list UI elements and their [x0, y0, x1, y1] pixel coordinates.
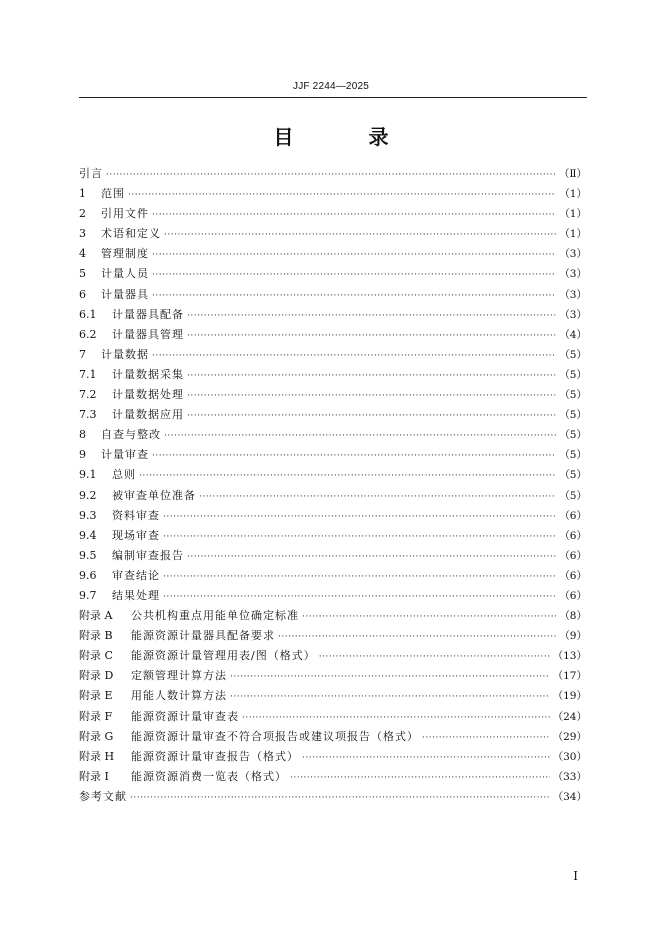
toc-entry-label: 术语和定义: [101, 227, 161, 241]
toc-entry-page: （6）: [559, 509, 587, 522]
toc-entry[interactable]: [79, 686, 587, 706]
toc-entry-number: 9.7: [79, 588, 97, 602]
dot-leader: [152, 286, 556, 306]
toc-entry-number: 7: [79, 347, 86, 361]
toc-entry-number: 9.4: [79, 528, 97, 542]
toc-entry-page: （17）: [552, 670, 587, 683]
dot-leader: [422, 728, 550, 748]
dot-leader: [187, 326, 556, 346]
toc-entry-page: （6）: [559, 529, 587, 542]
toc-entry-page: （3）: [559, 308, 587, 321]
toc-entry-number: 9: [79, 448, 86, 462]
toc-entry-label: 能源资源消费一览表（格式）: [131, 769, 287, 783]
toc-entry[interactable]: [79, 626, 587, 646]
toc-entry[interactable]: [79, 506, 587, 526]
toc-entry-page: （24）: [552, 710, 587, 723]
toc-entry[interactable]: [79, 425, 587, 445]
toc-entry-label: 自查与整改: [101, 428, 161, 442]
dot-leader: [302, 607, 556, 627]
dot-leader: [163, 527, 556, 547]
toc-entry-number: 附录 E: [79, 689, 113, 703]
toc-entry-label: 能源资源计量审查不符合项报告或建议项报告（格式）: [131, 729, 419, 743]
dot-leader: [152, 265, 556, 285]
toc-entry-page: （5）: [559, 389, 587, 402]
dot-leader: [187, 306, 556, 326]
toc-entry-label: 引言: [79, 167, 103, 180]
dot-leader: [139, 466, 556, 486]
toc-entry-label: 计量人员: [101, 267, 149, 281]
dot-leader: [187, 547, 556, 567]
toc-entry-label: 管理制度: [101, 247, 149, 261]
toc-entry-number: 6.1: [79, 307, 97, 321]
dot-leader: [187, 386, 556, 406]
toc-entry[interactable]: [79, 224, 587, 244]
toc-entry-number: 附录 A: [79, 609, 113, 623]
toc-entry-label: 公共机构重点用能单位确定标准: [131, 609, 299, 623]
toc-entry[interactable]: [79, 405, 587, 425]
dot-leader: [302, 748, 550, 768]
toc-entry-label: 能源资源计量器具配备要求: [131, 629, 275, 643]
toc-entry-number: 1: [79, 187, 86, 201]
toc-entry-number: 4: [79, 247, 86, 261]
toc-entry[interactable]: [79, 305, 587, 325]
toc-entry-page: （1）: [559, 188, 587, 201]
toc-entry[interactable]: [79, 666, 587, 686]
toc-entry-number: 7.2: [79, 388, 97, 402]
toc-entry-number: 6: [79, 287, 86, 301]
toc-entry-page: （6）: [559, 569, 587, 582]
dot-leader: [242, 708, 550, 728]
toc-entry-label: 计量数据处理: [112, 388, 184, 402]
table-of-contents: [79, 164, 587, 807]
toc-entry-number: 9.3: [79, 508, 97, 522]
toc-entry[interactable]: [79, 345, 587, 365]
toc-entry-page: （3）: [559, 268, 587, 281]
dot-leader: [152, 446, 556, 466]
toc-entry-page: （1）: [559, 208, 587, 221]
toc-entry[interactable]: [79, 264, 587, 284]
dot-leader: [130, 788, 550, 808]
dot-leader: [152, 346, 556, 366]
toc-entry-page: （5）: [559, 449, 587, 462]
toc-entry-page: （19）: [552, 690, 587, 703]
toc-entry-label: 结果处理: [112, 588, 160, 602]
toc-entry-label: 审查结论: [112, 568, 160, 582]
toc-entry-number: 9.6: [79, 568, 97, 582]
dot-leader: [152, 205, 556, 225]
toc-entry-label: 计量审查: [101, 448, 149, 462]
toc-entry[interactable]: [79, 526, 587, 546]
toc-entry-number: 9.2: [79, 488, 97, 502]
toc-entry-label: 范围: [101, 187, 125, 201]
toc-entry[interactable]: [79, 365, 587, 385]
toc-entry-number: 9.1: [79, 468, 97, 482]
toc-entry-label: 能源资源计量审查表: [131, 709, 239, 723]
toc-entry-page: （8）: [559, 610, 587, 623]
toc-entry-page: （3）: [559, 288, 587, 301]
dot-leader: [163, 567, 556, 587]
toc-entry-page: （6）: [559, 549, 587, 562]
toc-entry-page: （5）: [559, 429, 587, 442]
toc-entry-label: 计量器具: [101, 287, 149, 301]
toc-entry[interactable]: [79, 606, 587, 626]
dot-leader: [164, 426, 556, 446]
toc-entry-label: 参考文献: [79, 789, 127, 803]
toc-entry[interactable]: [79, 184, 587, 204]
toc-entry-page: （34）: [552, 790, 587, 803]
toc-entry[interactable]: [79, 586, 587, 606]
toc-entry[interactable]: [79, 465, 587, 485]
toc-entry-number: 6.2: [79, 327, 97, 341]
toc-entry-page: （30）: [552, 750, 587, 763]
dot-leader: [164, 225, 556, 245]
toc-entry[interactable]: [79, 204, 587, 224]
dot-leader: [278, 627, 556, 647]
toc-entry[interactable]: [79, 244, 587, 264]
toc-entry-number: 附录 B: [79, 629, 113, 643]
toc-entry-page: （1）: [559, 228, 587, 241]
toc-entry[interactable]: [79, 646, 587, 666]
toc-entry-number: 9.5: [79, 548, 97, 562]
toc-entry[interactable]: [79, 445, 587, 465]
dot-leader: [187, 406, 556, 426]
toc-entry-label: 能源资源计量审查报告（格式）: [131, 749, 299, 763]
toc-entry-page: （Ⅱ）: [558, 168, 587, 180]
toc-entry-label: 计量数据采集: [112, 367, 184, 381]
toc-entry-page: （5）: [559, 409, 587, 422]
toc-entry[interactable]: [79, 285, 587, 305]
toc-entry-number: 附录 F: [79, 709, 113, 723]
toc-entry-page: （29）: [552, 730, 587, 743]
dot-leader: [290, 768, 550, 788]
dot-leader: [199, 487, 556, 507]
toc-entry-page: （5）: [559, 348, 587, 361]
toc-entry[interactable]: [79, 486, 587, 506]
toc-entry[interactable]: [79, 767, 587, 787]
toc-entry-number: 附录 H: [79, 749, 115, 763]
toc-entry[interactable]: [79, 164, 587, 184]
toc-entry-page: （3）: [559, 248, 587, 261]
dot-leader: [319, 647, 550, 667]
toc-entry-label: 引用文件: [101, 207, 149, 221]
dot-leader: [230, 667, 550, 687]
header-rule: [79, 97, 587, 98]
toc-entry-number: 8: [79, 428, 86, 442]
dot-leader: [163, 587, 556, 607]
toc-entry-label: 计量数据应用: [112, 408, 184, 422]
toc-entry-page: （13）: [552, 650, 587, 663]
toc-entry-page: （5）: [559, 469, 587, 482]
toc-entry-label: 定额管理计算方法: [131, 669, 227, 683]
toc-entry[interactable]: [79, 385, 587, 405]
toc-entry[interactable]: [79, 747, 587, 767]
dot-leader: [128, 185, 556, 205]
page-number: Ⅰ: [573, 869, 578, 883]
toc-entry-number: 附录 I: [79, 769, 109, 783]
toc-entry-label: 现场审查: [112, 528, 160, 542]
toc-entry[interactable]: [79, 325, 587, 345]
toc-entry-page: （5）: [559, 368, 587, 381]
toc-entry[interactable]: [79, 707, 587, 727]
toc-entry-page: （6）: [559, 589, 587, 602]
toc-entry-label: 总则: [112, 468, 136, 482]
toc-entry-number: 3: [79, 227, 86, 241]
toc-entry-number: 附录 G: [79, 729, 114, 743]
toc-entry-label: 能源资源计量管理用表/图（格式）: [131, 649, 316, 663]
toc-entry-number: 5: [79, 267, 86, 281]
dot-leader: [152, 245, 556, 265]
toc-entry-number: 7.3: [79, 408, 97, 422]
toc-entry-number: 附录 D: [79, 669, 114, 683]
toc-entry[interactable]: [79, 727, 587, 747]
dot-leader: [163, 507, 556, 527]
toc-entry[interactable]: [79, 566, 587, 586]
toc-entry-number: 附录 C: [79, 649, 113, 663]
toc-entry-label: 计量器具管理: [112, 327, 184, 341]
toc-entry[interactable]: [79, 546, 587, 566]
toc-entry[interactable]: [79, 787, 587, 807]
toc-title: 目 录: [273, 125, 423, 149]
dot-leader: [106, 165, 556, 185]
toc-entry-page: （4）: [559, 328, 587, 341]
running-header: JJF 2244—2025: [293, 81, 369, 92]
toc-entry-label: 资料审查: [112, 508, 160, 522]
toc-entry-label: 计量数据: [101, 347, 149, 361]
toc-entry-label: 计量器具配备: [112, 307, 184, 321]
toc-entry-label: 被审查单位准备: [112, 488, 196, 502]
dot-leader: [187, 366, 556, 386]
toc-entry-label: 编制审查报告: [112, 548, 184, 562]
toc-entry-label: 用能人数计算方法: [131, 689, 227, 703]
toc-entry-number: 7.1: [79, 367, 97, 381]
toc-entry-page: （9）: [559, 630, 587, 643]
toc-entry-number: 2: [79, 207, 86, 221]
toc-entry-page: （33）: [552, 770, 587, 783]
toc-entry-page: （5）: [559, 489, 587, 502]
dot-leader: [230, 687, 550, 707]
